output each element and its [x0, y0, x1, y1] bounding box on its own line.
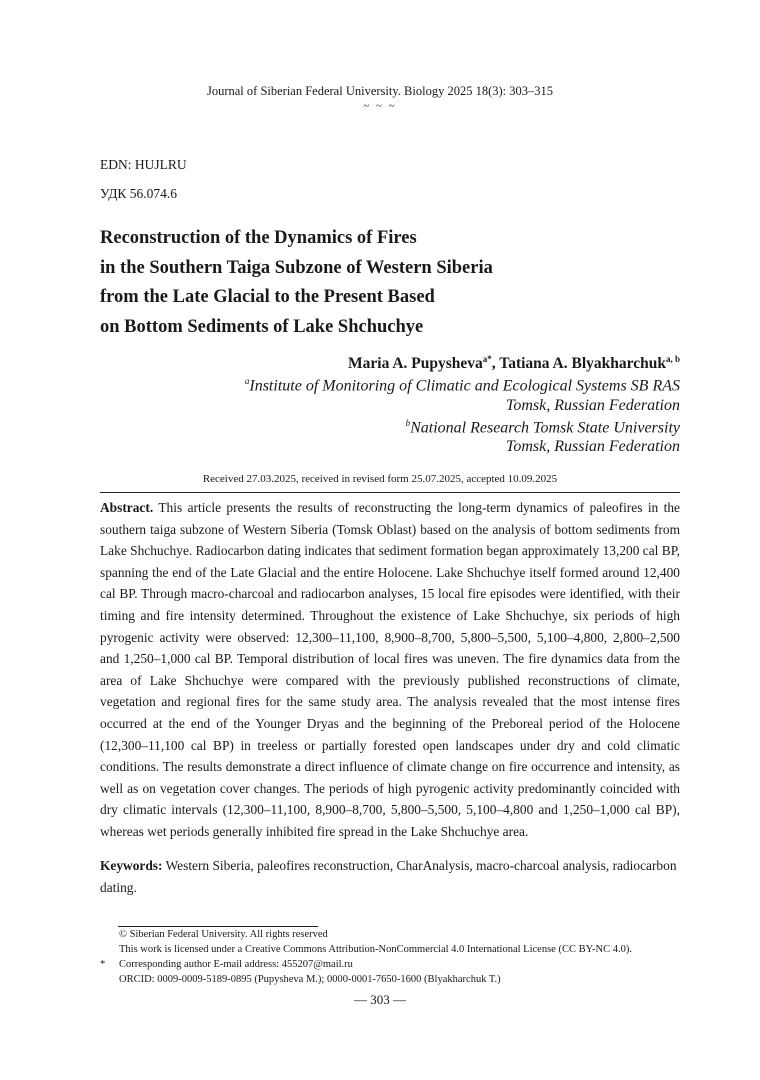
title-line: from the Late Glacial to the Present Based	[100, 287, 435, 307]
section-divider	[100, 492, 680, 493]
license-note: This work is licensed under a Creative Commons Attribution-NonCommercial 4.0 International License (CC BY-NC 4.0).	[119, 944, 632, 955]
title-line: on Bottom Sediments of Lake Shchuchye	[100, 316, 424, 337]
affiliation-name: Institute of Monitoring of Climatic and Ecological Systems SB RAS	[249, 377, 680, 395]
footnote-divider	[118, 926, 318, 927]
ornament-divider: ~ ~ ~	[363, 100, 397, 112]
author-name: Maria A. Pupysheva	[348, 355, 483, 373]
affiliation-name: National Research Tomsk State University	[410, 419, 680, 437]
author-list	[348, 354, 680, 373]
received-dates: Received 27.03.2025, received in revised form 25.07.2025, accepted 10.09.2025	[202, 473, 558, 485]
author-name: Tatiana A. Blyakharchuk	[499, 355, 666, 373]
keywords-text: Western Siberia, paleofires reconstruction, CharAnalysis, macro-charcoal analysis, radiocarbon dating.	[100, 858, 677, 895]
author-affiliation-mark: a, b	[665, 354, 680, 364]
affiliation-a-city: Tomsk, Russian Federation	[505, 397, 680, 414]
keywords-label: Keywords:	[100, 858, 163, 873]
footnote-star: *	[100, 959, 106, 970]
affiliation-mark: b	[405, 418, 411, 428]
affiliation-b	[406, 418, 680, 437]
title-line: in the Southern Taiga Subzone of Western Siberia	[100, 257, 493, 278]
corresponding-author-note: Corresponding author E-mail address: 455207@mail.ru	[119, 959, 353, 970]
affiliation-b-city: Tomsk, Russian Federation	[505, 438, 680, 455]
abstract	[100, 497, 680, 843]
udk-code: УДК 56.074.6	[100, 186, 178, 201]
keywords	[100, 855, 680, 898]
author-affiliation-mark: a*	[482, 354, 492, 364]
affiliation-mark: a	[244, 376, 250, 386]
orcid-note: ORCID: 0009-0009-5189-0895 (Pupysheva M.); 0000-0001-7650-1600 (Blyakharchuk T.)	[119, 974, 501, 985]
abstract-text: This article presents the results of reconstructing the long-term dynamics of paleofires in the southern taiga subzone of Western Siberia (Tomsk Oblast) based on the analysis of bottom sediments from Lake Shchuchye. Radiocarbon dating indicates that sediment formation began approximately 13,200 cal BP, spanning the end of the Late Glacial and the entire Holocene. Lake Shchuchye itself formed around 12,400 cal BP. Through macro-charcoal and radiocarbon analyses, 15 local fire episodes were identified, with their timing and fire intensity determined. Throughout the existence of Lake Shchuchye, six periods of high pyrogenic activity were observed: 12,300–11,100, 8,900–8,700, 5,800–5,500, 5,100–4,800, 2,800–2,500 and 1,250–1,000 cal BP. Temporal distribution of local fires was uneven. The fire dynamics data from the area of Lake Shchuchye were compared with the previously published reconstructions of climate, vegetation and regional fires for the same study area. The analysis revealed that the most intense fires occurred at the end of the Younger Dryas and the beginning of the Preboreal period of the Holocene (12,300–11,100 cal BP) in treeless or partially forested open landscapes under dry and cold climatic conditions. The results demonstrate a direct influence of climate change on fire occurrence and intensity, as well as on vegetation cover changes. The periods of high pyrogenic activity predominantly coincided with dry climatic intervals (12,300–11,100, 8,900–8,700, 5,800–5,500, 5,100–4,800 and 1,250–1,000 cal BP), whereas wet periods generally inhibited fire spread in the Lake Shchuchye area.	[100, 500, 681, 839]
copyright-note: © Siberian Federal University. All rights reserved	[119, 929, 328, 940]
article-title	[100, 224, 660, 342]
journal-citation: Journal of Siberian Federal University. Biology 2025 18(3): 303–315	[206, 84, 553, 98]
edn-code: EDN: HUJLRU	[100, 157, 187, 172]
title-line: Reconstruction of the Dynamics of Fires	[100, 228, 417, 248]
abstract-label: Abstract.	[100, 500, 154, 515]
affiliation-a	[245, 376, 680, 395]
page-number: — 303 —	[354, 992, 406, 1007]
author-separator: ,	[491, 355, 500, 373]
